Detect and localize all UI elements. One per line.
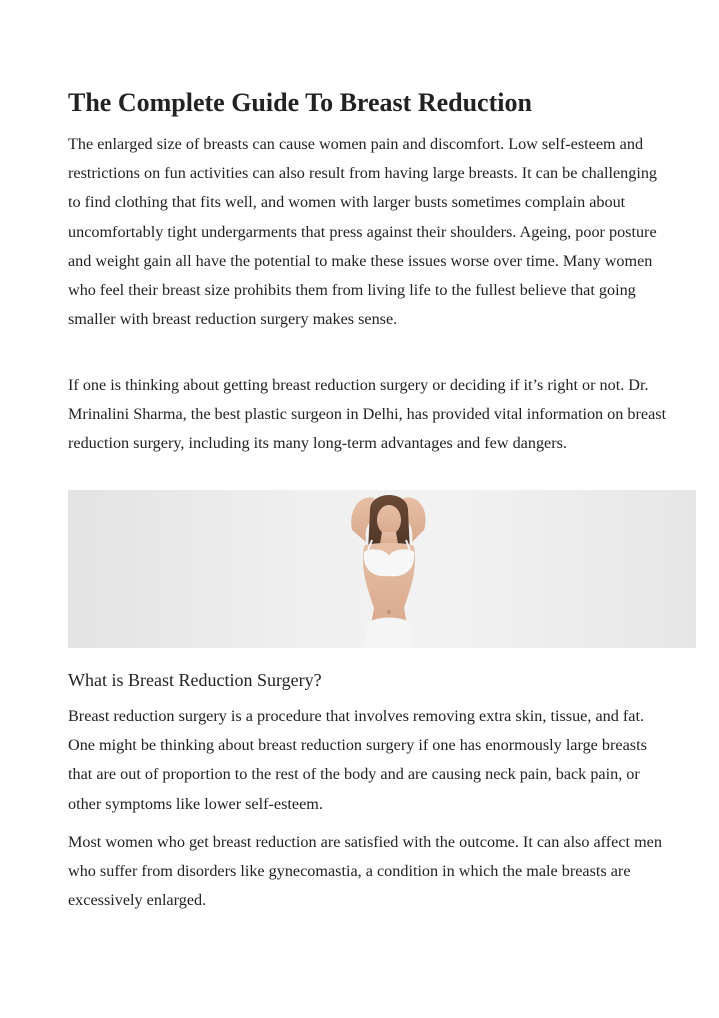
section-paragraph-1: Breast reduction surgery is a procedure that involves removing extra skin, tissue, and fat. One might be thinking about breast reduction surgery if one has enormously large breasts that are out of proportion to the rest of the body and are causing neck pain, back pain, or other symptoms like lower self-esteem. <box>68 707 647 813</box>
article-title: The Complete Guide To Breast Reduction <box>68 88 532 117</box>
section-heading: What is Breast Reduction Surgery? <box>68 670 322 690</box>
intro-paragraph-1: The enlarged size of breasts can cause women pain and discomfort. Low self-esteem and restrictions on fun activities can also result from having large breasts. It can be challenging to find clothing that fits well, and women with larger busts sometimes complain about uncomfortably tight undergarments that press against their shoulders. Ageing, poor posture and weight gain all have the potential to make these issues worse over time. Many women who feel their breast size prohibits them from living life to the fullest believe that going smaller with breast reduction surgery makes sense. <box>68 135 658 329</box>
intro-paragraph-2: If one is thinking about getting breast reduction surgery or deciding if it’s right or not. Dr. Mrinalini Sharma, the best plastic surgeon in Delhi, has provided vital information on breast reduction surgery, including its many long-term advantages and few dangers. <box>68 376 667 453</box>
woman-in-white-underwear-photo <box>68 490 696 648</box>
section-paragraph-2: Most women who get breast reduction are satisfied with the outcome. It can also affect men who suffer from disorders like gynecomastia, a condition in which the male breasts are excessively enlarged. <box>68 833 662 910</box>
hero-image <box>68 490 696 648</box>
